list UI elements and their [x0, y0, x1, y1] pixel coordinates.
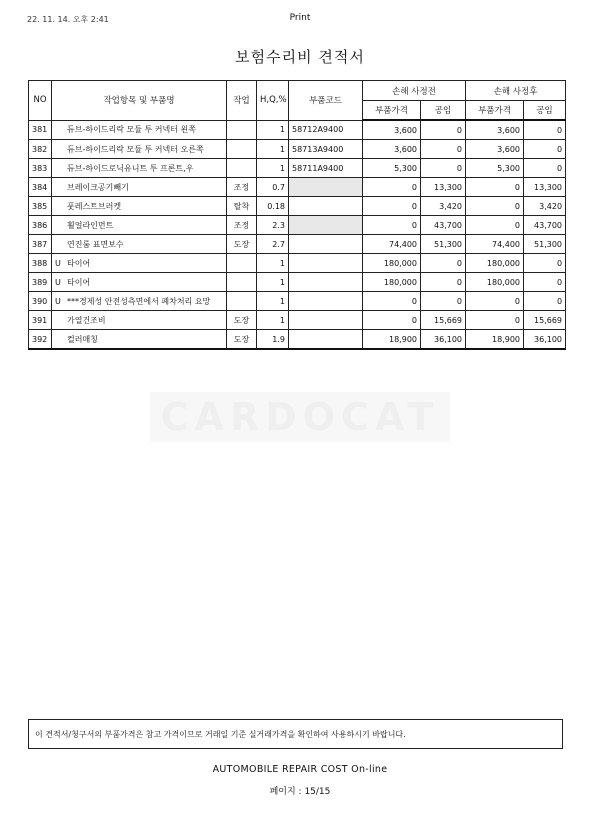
row-after-part-price: 3,600	[466, 140, 524, 159]
table-row	[29, 273, 566, 292]
document-title: 보험수리비 견적서	[235, 48, 365, 66]
row-before-part-price: 0	[363, 178, 421, 197]
print-label: Print	[289, 13, 311, 23]
row-after-part-price: 180,000	[466, 273, 524, 292]
row-hq: 1	[257, 311, 289, 330]
row-after-labor: 0	[524, 140, 566, 159]
row-after-part-price: 180,000	[466, 254, 524, 273]
row-after-labor: 0	[524, 292, 566, 311]
row-part-code	[289, 197, 363, 216]
row-item-name: 컬러매칭	[67, 334, 98, 344]
row-before-part-price: 3,600	[363, 120, 421, 140]
table-row	[29, 120, 566, 140]
row-item-name: ***경제성 안전성측면에서 폐차처리 요망	[67, 296, 211, 306]
row-before-part-price: 0	[363, 311, 421, 330]
row-part-code: 58713A9400	[289, 140, 363, 159]
row-item	[52, 120, 227, 140]
row-item-name: 휠얼라인먼트	[67, 220, 114, 230]
col-after-part-header: 부품가격	[466, 101, 524, 121]
table-body	[29, 120, 566, 349]
table-row	[29, 311, 566, 330]
row-hq: 1	[257, 254, 289, 273]
row-item	[52, 178, 227, 197]
row-before-part-price: 0	[363, 292, 421, 311]
row-item-name: 듀브-하이드로닉유니트 투 프론트,우	[67, 163, 194, 173]
row-item	[52, 216, 227, 235]
row-no: 388	[29, 254, 52, 273]
row-item	[52, 235, 227, 254]
row-part-code	[289, 178, 363, 197]
row-no: 392	[29, 330, 52, 350]
row-work	[227, 140, 257, 159]
col-before-labor-header: 공임	[421, 101, 466, 121]
row-before-labor: 36,100	[421, 330, 466, 350]
row-after-part-price: 5,300	[466, 159, 524, 178]
col-work-header: 작업	[227, 81, 257, 121]
row-hq: 1	[257, 120, 289, 140]
table-row	[29, 254, 566, 273]
row-part-code	[289, 273, 363, 292]
row-before-labor: 0	[421, 159, 466, 178]
row-no: 381	[29, 120, 52, 140]
col-after-group-header: 손해 사정후	[466, 81, 566, 101]
row-before-labor: 13,300	[421, 178, 466, 197]
row-hq: 1	[257, 273, 289, 292]
row-item	[52, 254, 227, 273]
row-work	[227, 254, 257, 273]
table-row	[29, 197, 566, 216]
row-no: 385	[29, 197, 52, 216]
row-work	[227, 292, 257, 311]
table-row	[29, 159, 566, 178]
col-no-header: NO	[29, 81, 52, 121]
table-row	[29, 140, 566, 159]
row-after-labor: 15,669	[524, 311, 566, 330]
row-item	[52, 159, 227, 178]
row-before-part-price: 5,300	[363, 159, 421, 178]
col-before-group-header: 손해 사정전	[363, 81, 466, 101]
row-work	[227, 159, 257, 178]
estimate-table	[28, 80, 566, 350]
row-before-labor: 3,420	[421, 197, 466, 216]
row-after-labor: 36,100	[524, 330, 566, 350]
row-used-flag: U	[55, 277, 61, 287]
row-before-labor: 51,300	[421, 235, 466, 254]
col-code-header: 부품코드	[289, 81, 363, 121]
row-item	[52, 330, 227, 350]
row-no: 391	[29, 311, 52, 330]
row-after-part-price: 74,400	[466, 235, 524, 254]
row-after-labor: 43,700	[524, 216, 566, 235]
row-before-labor: 0	[421, 140, 466, 159]
row-part-code	[289, 292, 363, 311]
row-work	[227, 120, 257, 140]
row-work: 조정	[227, 216, 257, 235]
watermark	[150, 392, 450, 442]
row-after-part-price: 0	[466, 292, 524, 311]
row-work: 도장	[227, 235, 257, 254]
row-item	[52, 140, 227, 159]
row-after-part-price: 3,600	[466, 120, 524, 140]
table-row	[29, 330, 566, 350]
row-part-code	[289, 311, 363, 330]
row-hq: 1	[257, 292, 289, 311]
row-hq: 0.18	[257, 197, 289, 216]
row-part-code	[289, 235, 363, 254]
row-before-labor: 15,669	[421, 311, 466, 330]
row-part-code	[289, 254, 363, 273]
row-before-part-price: 180,000	[363, 273, 421, 292]
table-row	[29, 235, 566, 254]
watermark-text: CARDOCAT	[160, 395, 440, 439]
row-part-code: 58711A9400	[289, 159, 363, 178]
row-before-labor: 0	[421, 273, 466, 292]
row-work: 조정	[227, 178, 257, 197]
row-after-labor: 3,420	[524, 197, 566, 216]
row-item	[52, 197, 227, 216]
row-after-labor: 0	[524, 120, 566, 140]
row-item-name: 듀브-하이드리락 모듈 투 커넥터 오른쪽	[67, 144, 204, 154]
col-before-part-header: 부품가격	[363, 101, 421, 121]
row-item-name: 듀브-하이드리락 모듈 투 커넥터 왼쪽	[67, 125, 196, 135]
row-item-name: 브레이크공기빼기	[67, 182, 129, 192]
row-work: 탈착	[227, 197, 257, 216]
table-row	[29, 178, 566, 197]
row-before-part-price: 74,400	[363, 235, 421, 254]
row-part-code	[289, 216, 363, 235]
row-hq: 1	[257, 159, 289, 178]
row-no: 382	[29, 140, 52, 159]
row-before-part-price: 0	[363, 216, 421, 235]
row-item	[52, 273, 227, 292]
row-no: 383	[29, 159, 52, 178]
row-work: 도장	[227, 330, 257, 350]
footer-page-number: 페이지 : 15/15	[269, 787, 331, 797]
row-after-part-price: 0	[466, 311, 524, 330]
row-no: 384	[29, 178, 52, 197]
col-item-header: 작업항목 및 부품명	[52, 81, 227, 121]
row-part-code: 58712A9400	[289, 120, 363, 140]
row-no: 386	[29, 216, 52, 235]
row-hq: 0.7	[257, 178, 289, 197]
row-before-labor: 0	[421, 292, 466, 311]
row-hq: 1.9	[257, 330, 289, 350]
row-no: 387	[29, 235, 52, 254]
table-row	[29, 216, 566, 235]
row-hq: 1	[257, 140, 289, 159]
row-before-labor: 0	[421, 120, 466, 140]
row-before-part-price: 18,900	[363, 330, 421, 350]
row-after-part-price: 18,900	[466, 330, 524, 350]
row-after-part-price: 0	[466, 178, 524, 197]
row-before-part-price: 0	[363, 197, 421, 216]
row-after-labor: 51,300	[524, 235, 566, 254]
row-before-labor: 0	[421, 254, 466, 273]
print-datetime: 22. 11. 14. 오후 2:41	[27, 15, 109, 24]
row-before-part-price: 3,600	[363, 140, 421, 159]
row-item-name: 타이어	[67, 258, 91, 268]
row-no: 389	[29, 273, 52, 292]
row-before-labor: 43,700	[421, 216, 466, 235]
row-work	[227, 273, 257, 292]
row-item-name: 연진룸 표면보수	[67, 239, 124, 249]
row-used-flag: U	[55, 296, 61, 306]
row-hq: 2.7	[257, 235, 289, 254]
price-notice	[28, 719, 563, 749]
row-hq: 2.3	[257, 216, 289, 235]
row-after-labor: 0	[524, 273, 566, 292]
row-work: 도장	[227, 311, 257, 330]
footer-service-name: AUTOMOBILE REPAIR COST On-line	[212, 764, 388, 775]
row-item	[52, 292, 227, 311]
table-row	[29, 292, 566, 311]
row-after-labor: 13,300	[524, 178, 566, 197]
row-part-code	[289, 330, 363, 350]
row-no: 390	[29, 292, 52, 311]
row-after-part-price: 0	[466, 216, 524, 235]
row-used-flag: U	[55, 258, 61, 268]
row-before-part-price: 180,000	[363, 254, 421, 273]
row-item-name: 가열건조비	[67, 315, 106, 325]
row-item-name: 타이어	[67, 277, 91, 287]
row-after-labor: 0	[524, 159, 566, 178]
price-notice-text: 이 견적서/청구서의 부품가격은 참고 가격이므로 거래일 기준 실거래가격을 확인하여 사용하시기 바랍니다.	[35, 729, 406, 739]
row-after-part-price: 0	[466, 197, 524, 216]
row-item	[52, 311, 227, 330]
col-after-labor-header: 공임	[524, 101, 566, 121]
row-after-labor: 0	[524, 254, 566, 273]
col-hq-header: H,Q,%	[257, 81, 289, 121]
row-item-name: 풋레스트브러켓	[67, 201, 122, 211]
